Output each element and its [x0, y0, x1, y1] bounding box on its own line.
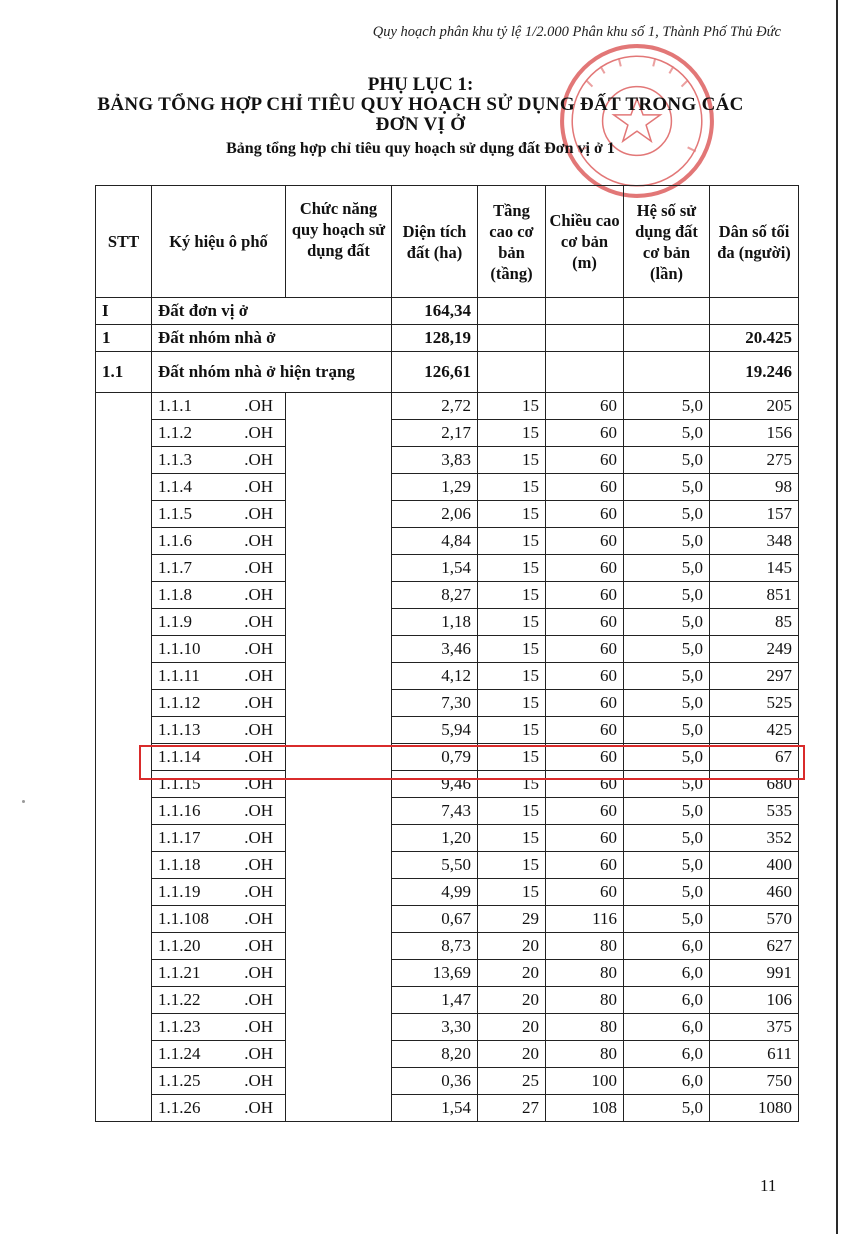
- cell-far: 5,0: [624, 393, 710, 420]
- cell-height: 80: [546, 1014, 624, 1041]
- block-suffix: .OH: [244, 1071, 273, 1090]
- block-suffix: .OH: [244, 396, 273, 415]
- header-area: Diện tích đất (ha): [392, 186, 478, 298]
- summary-label: Đất nhóm nhà ở: [152, 325, 392, 352]
- cell-floors: 15: [478, 555, 546, 582]
- block-code: 1.1.23: [158, 1017, 201, 1036]
- cell-far: 5,0: [624, 690, 710, 717]
- header-stt: STT: [96, 186, 152, 298]
- cell-far: 5,0: [624, 717, 710, 744]
- table-row: [96, 933, 799, 960]
- cell-far: 6,0: [624, 1068, 710, 1095]
- summary-population: 20.425: [710, 325, 799, 352]
- cell-population: 106: [710, 987, 799, 1014]
- cell-floors: 15: [478, 744, 546, 771]
- cell-population: 851: [710, 582, 799, 609]
- cell-population: 570: [710, 906, 799, 933]
- table-row: [96, 1068, 799, 1095]
- cell-height: 60: [546, 609, 624, 636]
- cell-height: 60: [546, 393, 624, 420]
- cell-population: 611: [710, 1041, 799, 1068]
- cell-floors: 15: [478, 420, 546, 447]
- cell-area: 7,30: [392, 690, 478, 717]
- block-code-cell: [152, 825, 286, 852]
- cell-far: 5,0: [624, 555, 710, 582]
- block-suffix: .OH: [244, 936, 273, 955]
- block-code-cell: [152, 582, 286, 609]
- block-code: 1.1.17: [158, 828, 201, 847]
- cell-floors: 15: [478, 609, 546, 636]
- cell-far: 6,0: [624, 933, 710, 960]
- block-code-cell: [152, 1041, 286, 1068]
- cell-floors: 15: [478, 879, 546, 906]
- table-row: [96, 960, 799, 987]
- cell-height: 80: [546, 933, 624, 960]
- cell-height: 60: [546, 852, 624, 879]
- block-suffix: .OH: [244, 558, 273, 577]
- block-suffix: .OH: [244, 612, 273, 631]
- cell-far: 6,0: [624, 1014, 710, 1041]
- cell-area: 4,84: [392, 528, 478, 555]
- cell-height: 60: [546, 447, 624, 474]
- block-code-cell: [152, 906, 286, 933]
- land-use-table: [95, 185, 799, 1122]
- cell-floors: 15: [478, 474, 546, 501]
- cell-area: 1,47: [392, 987, 478, 1014]
- block-code: 1.1.6: [158, 531, 192, 550]
- cell-population: 460: [710, 879, 799, 906]
- cell-area: 2,06: [392, 501, 478, 528]
- summary-row: [96, 325, 799, 352]
- cell-floors: 27: [478, 1095, 546, 1122]
- table-row: [96, 825, 799, 852]
- cell-far: 6,0: [624, 960, 710, 987]
- block-code: 1.1.12: [158, 693, 201, 712]
- cell-far: 5,0: [624, 582, 710, 609]
- table-row: [96, 555, 799, 582]
- main-title-line-2: ĐƠN VỊ Ở: [375, 114, 466, 135]
- cell-population: 1080: [710, 1095, 799, 1122]
- cell-floors: 20: [478, 933, 546, 960]
- block-suffix: .OH: [244, 963, 273, 982]
- cell-floors: 15: [478, 798, 546, 825]
- appendix-title: PHỤ LỤC 1:: [367, 74, 474, 95]
- header-population: Dân số tối đa (người): [710, 186, 799, 298]
- cell-far: 5,0: [624, 663, 710, 690]
- cell-floors: 20: [478, 1041, 546, 1068]
- cell-height: 116: [546, 906, 624, 933]
- cell-floors: 15: [478, 501, 546, 528]
- table-row: [96, 393, 799, 420]
- block-suffix: .OH: [244, 747, 273, 766]
- block-code: 1.1.26: [158, 1098, 201, 1117]
- cell-population: 750: [710, 1068, 799, 1095]
- block-code: 1.1.10: [158, 639, 201, 658]
- block-code-cell: [152, 798, 286, 825]
- highlight-box: [139, 745, 805, 780]
- header-height: Chiều cao cơ bản (m): [546, 186, 624, 298]
- cell-far: 5,0: [624, 528, 710, 555]
- cell-area: 1,18: [392, 609, 478, 636]
- cell-area: 2,72: [392, 393, 478, 420]
- cell-population: 535: [710, 798, 799, 825]
- block-code-cell: [152, 420, 286, 447]
- cell-height: 80: [546, 960, 624, 987]
- cell-area: 1,54: [392, 1095, 478, 1122]
- cell-area: 2,17: [392, 420, 478, 447]
- cell-population: 991: [710, 960, 799, 987]
- cell-far: 5,0: [624, 906, 710, 933]
- block-code-cell: [152, 987, 286, 1014]
- cell-floors: 15: [478, 636, 546, 663]
- cell-population: 352: [710, 825, 799, 852]
- cell-height: 60: [546, 474, 624, 501]
- cell-far: 5,0: [624, 798, 710, 825]
- block-code: 1.1.8: [158, 585, 192, 604]
- cell-far: 5,0: [624, 1095, 710, 1122]
- cell-population: 98: [710, 474, 799, 501]
- cell-height: 60: [546, 420, 624, 447]
- cell-area: 1,20: [392, 825, 478, 852]
- header-function: Chức năng quy hoạch sử dụng đất: [286, 186, 392, 298]
- block-code-cell: [152, 852, 286, 879]
- block-suffix: .OH: [244, 693, 273, 712]
- table-row: [96, 1041, 799, 1068]
- block-suffix: .OH: [244, 774, 273, 793]
- block-suffix: .OH: [244, 1044, 273, 1063]
- summary-stt: 1.1: [96, 352, 152, 393]
- table-row: [96, 798, 799, 825]
- block-code: 1.1.18: [158, 855, 201, 874]
- cell-population: 297: [710, 663, 799, 690]
- table-row: [96, 474, 799, 501]
- cell-far: 6,0: [624, 1041, 710, 1068]
- summary-label: Đất nhóm nhà ở hiện trạng: [152, 352, 392, 393]
- block-code-cell: [152, 609, 286, 636]
- block-code: 1.1.25: [158, 1071, 201, 1090]
- cell-area: 0,79: [392, 744, 478, 771]
- cell-population: 275: [710, 447, 799, 474]
- block-code-cell: [152, 1068, 286, 1095]
- title-block: [0, 74, 841, 159]
- block-code-cell: [152, 933, 286, 960]
- cell-far: 5,0: [624, 501, 710, 528]
- cell-population: 157: [710, 501, 799, 528]
- cell-far: 5,0: [624, 636, 710, 663]
- block-code-cell: [152, 555, 286, 582]
- block-code-cell: [152, 663, 286, 690]
- table-row: [96, 1014, 799, 1041]
- block-suffix: .OH: [244, 855, 273, 874]
- cell-population: 400: [710, 852, 799, 879]
- cell-population: 627: [710, 933, 799, 960]
- block-code-cell: [152, 717, 286, 744]
- table-row: [96, 1095, 799, 1122]
- cell-floors: 20: [478, 960, 546, 987]
- summary-area: 126,61: [392, 352, 478, 393]
- block-code: 1.1.2: [158, 423, 192, 442]
- summary-stt: I: [96, 298, 152, 325]
- cell-area: 5,50: [392, 852, 478, 879]
- cell-population: 375: [710, 1014, 799, 1041]
- cell-far: 5,0: [624, 825, 710, 852]
- cell-height: 60: [546, 879, 624, 906]
- cell-height: 60: [546, 663, 624, 690]
- cell-height: 60: [546, 798, 624, 825]
- block-code: 1.1.15: [158, 774, 201, 793]
- cell-far: 5,0: [624, 744, 710, 771]
- cell-far: 5,0: [624, 609, 710, 636]
- cell-area: 5,94: [392, 717, 478, 744]
- block-code: 1.1.14: [158, 747, 201, 766]
- cell-area: 3,30: [392, 1014, 478, 1041]
- cell-area: 8,20: [392, 1041, 478, 1068]
- table-row: [96, 582, 799, 609]
- block-suffix: .OH: [244, 450, 273, 469]
- block-suffix: .OH: [244, 720, 273, 739]
- table-row: [96, 528, 799, 555]
- cell-height: 60: [546, 501, 624, 528]
- cell-far: 5,0: [624, 447, 710, 474]
- block-suffix: .OH: [244, 666, 273, 685]
- cell-area: 0,36: [392, 1068, 478, 1095]
- cell-floors: 15: [478, 825, 546, 852]
- summary-stt: 1: [96, 325, 152, 352]
- cell-population: 348: [710, 528, 799, 555]
- cell-population: 67: [710, 744, 799, 771]
- cell-population: 205: [710, 393, 799, 420]
- block-suffix: .OH: [244, 639, 273, 658]
- table-row: [96, 447, 799, 474]
- header-code: Ký hiệu ô phố: [152, 186, 286, 298]
- cell-height: 60: [546, 636, 624, 663]
- cell-floors: 15: [478, 771, 546, 798]
- block-code-cell: [152, 1014, 286, 1041]
- cell-far: 5,0: [624, 474, 710, 501]
- cell-area: 4,99: [392, 879, 478, 906]
- cell-area: 3,83: [392, 447, 478, 474]
- cell-area: 4,12: [392, 663, 478, 690]
- block-code: 1.1.4: [158, 477, 192, 496]
- cell-floors: 20: [478, 987, 546, 1014]
- cell-height: 108: [546, 1095, 624, 1122]
- block-code-cell: [152, 528, 286, 555]
- block-code-cell: [152, 690, 286, 717]
- block-code-cell: [152, 393, 286, 420]
- cell-population: 85: [710, 609, 799, 636]
- summary-population: 19.246: [710, 352, 799, 393]
- block-suffix: .OH: [244, 882, 273, 901]
- table-row: [96, 663, 799, 690]
- block-code-cell: [152, 879, 286, 906]
- cell-height: 60: [546, 555, 624, 582]
- cell-floors: 15: [478, 393, 546, 420]
- block-suffix: .OH: [244, 585, 273, 604]
- cell-height: 60: [546, 771, 624, 798]
- table-row: [96, 717, 799, 744]
- summary-population: [710, 298, 799, 325]
- page-edge: [836, 0, 838, 1234]
- block-code: 1.1.24: [158, 1044, 201, 1063]
- cell-far: 5,0: [624, 852, 710, 879]
- page-number: 11: [760, 1176, 777, 1195]
- table-row: [96, 906, 799, 933]
- cell-height: 60: [546, 744, 624, 771]
- cell-floors: 15: [478, 582, 546, 609]
- block-code-cell: [152, 960, 286, 987]
- cell-height: 60: [546, 825, 624, 852]
- block-code: 1.1.7: [158, 558, 192, 577]
- cell-population: 425: [710, 717, 799, 744]
- cell-floors: 15: [478, 717, 546, 744]
- cell-height: 60: [546, 528, 624, 555]
- cell-area: 13,69: [392, 960, 478, 987]
- cell-height: 80: [546, 987, 624, 1014]
- cell-floors: 20: [478, 1014, 546, 1041]
- cell-floors: 15: [478, 663, 546, 690]
- cell-population: 680: [710, 771, 799, 798]
- block-code: 1.1.19: [158, 882, 201, 901]
- header-floors: Tầng cao cơ bản (tầng): [478, 186, 546, 298]
- block-code: 1.1.11: [158, 666, 200, 685]
- cell-area: 1,54: [392, 555, 478, 582]
- cell-population: 525: [710, 690, 799, 717]
- cell-floors: 25: [478, 1068, 546, 1095]
- block-code-cell: [152, 474, 286, 501]
- block-suffix: .OH: [244, 1098, 273, 1117]
- cell-population: 145: [710, 555, 799, 582]
- cell-height: 80: [546, 1041, 624, 1068]
- table-header-row: [96, 186, 799, 298]
- table-row: [96, 501, 799, 528]
- table-row: [96, 987, 799, 1014]
- table-row: [96, 879, 799, 906]
- block-code: 1.1.3: [158, 450, 192, 469]
- cell-population: 156: [710, 420, 799, 447]
- table-row: [96, 420, 799, 447]
- block-code-cell: [152, 501, 286, 528]
- summary-area: 164,34: [392, 298, 478, 325]
- cell-area: 0,67: [392, 906, 478, 933]
- table-row: [96, 609, 799, 636]
- cell-area: 8,73: [392, 933, 478, 960]
- cell-area: 9,46: [392, 771, 478, 798]
- block-code: 1.1.9: [158, 612, 192, 631]
- cell-height: 60: [546, 717, 624, 744]
- table-row: [96, 690, 799, 717]
- summary-area: 128,19: [392, 325, 478, 352]
- cell-floors: 15: [478, 690, 546, 717]
- block-code: 1.1.108: [158, 909, 209, 928]
- cell-height: 60: [546, 690, 624, 717]
- cell-far: 5,0: [624, 879, 710, 906]
- summary-row: [96, 352, 799, 393]
- block-suffix: .OH: [244, 990, 273, 1009]
- cell-area: 8,27: [392, 582, 478, 609]
- table-row: [96, 636, 799, 663]
- block-code: 1.1.16: [158, 801, 201, 820]
- block-code: 1.1.13: [158, 720, 201, 739]
- running-header: Quy hoạch phân khu tỷ lệ 1/2.000 Phân khu số 1, Thành Phố Thủ Đức: [372, 24, 781, 40]
- cell-floors: 29: [478, 906, 546, 933]
- cell-population: 249: [710, 636, 799, 663]
- summary-label: Đất đơn vị ở: [152, 298, 392, 325]
- cell-far: 6,0: [624, 987, 710, 1014]
- summary-row: [96, 298, 799, 325]
- block-suffix: .OH: [244, 801, 273, 820]
- block-suffix: .OH: [244, 477, 273, 496]
- block-suffix: .OH: [244, 504, 273, 523]
- block-suffix: .OH: [244, 1017, 273, 1036]
- block-code: 1.1.22: [158, 990, 201, 1009]
- cell-far: 5,0: [624, 420, 710, 447]
- header-far: Hệ số sử dụng đất cơ bản (lần): [624, 186, 710, 298]
- cell-floors: 15: [478, 528, 546, 555]
- cell-floors: 15: [478, 852, 546, 879]
- cell-far: 5,0: [624, 771, 710, 798]
- block-suffix: .OH: [244, 909, 273, 928]
- cell-height: 60: [546, 582, 624, 609]
- block-code: 1.1.5: [158, 504, 192, 523]
- table-row: [96, 852, 799, 879]
- block-suffix: .OH: [244, 531, 273, 550]
- main-title-line-1: BẢNG TỔNG HỢP CHỈ TIÊU QUY HOẠCH SỬ DỤNG ĐẤT TRONG CÁC: [97, 94, 744, 115]
- table-subtitle: Bảng tổng hợp chỉ tiêu quy hoạch sử dụng đất Đơn vị ở 1: [226, 140, 615, 157]
- cell-area: 1,29: [392, 474, 478, 501]
- block-suffix: .OH: [244, 423, 273, 442]
- block-suffix: .OH: [244, 828, 273, 847]
- cell-floors: 15: [478, 447, 546, 474]
- cell-area: 7,43: [392, 798, 478, 825]
- cell-height: 100: [546, 1068, 624, 1095]
- block-code-cell: [152, 636, 286, 663]
- block-code: 1.1.21: [158, 963, 201, 982]
- block-code: 1.1.20: [158, 936, 201, 955]
- cell-area: 3,46: [392, 636, 478, 663]
- block-code-cell: [152, 1095, 286, 1122]
- block-code: 1.1.1: [158, 396, 192, 415]
- block-code-cell: [152, 447, 286, 474]
